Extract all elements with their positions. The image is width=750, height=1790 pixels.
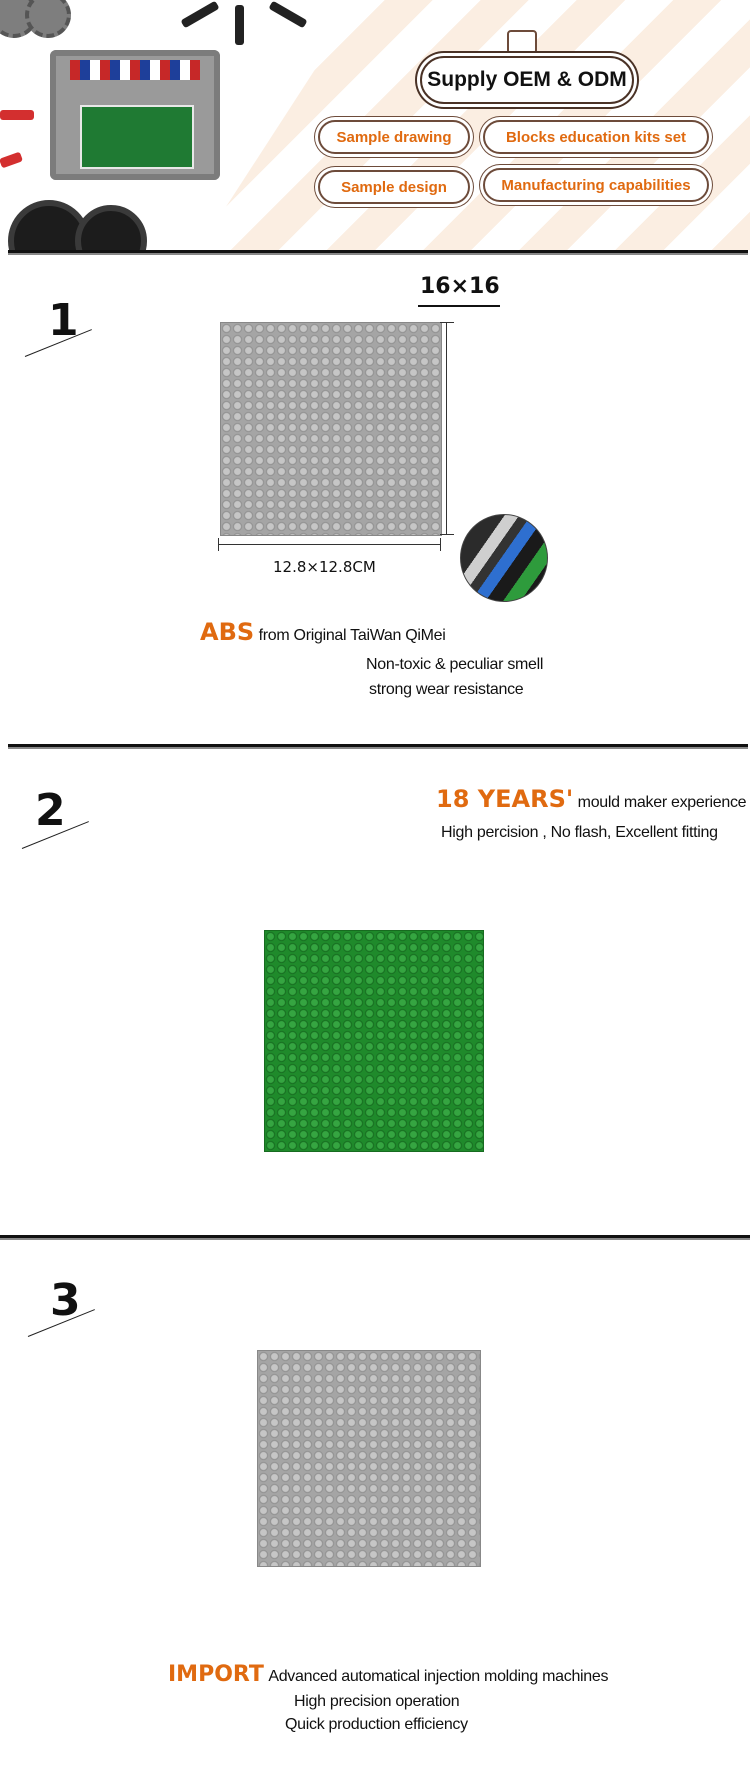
pill-sample-design: Sample design [318,170,470,204]
green-baseplate-image [264,930,484,1152]
size-underline [418,305,500,307]
dimension-tick [218,538,219,551]
color-options-circle-image [460,514,548,602]
divider [0,1235,750,1238]
feature-text: Quick production efficiency [285,1716,468,1733]
page-title: Supply OEM & ODM [420,56,634,104]
section-number: 1 [48,295,79,346]
accent-abs: ABS [200,618,255,646]
feature-text: Advanced automatical injection molding machines [268,1668,609,1685]
stadium-model-image [50,50,220,180]
feature-text: strong wear resistance [369,681,524,698]
feature-text: High percision , No flash, Excellent fitting [441,824,718,841]
experience-line [436,785,746,813]
width-dimension-line [218,544,440,545]
feature-text: from Original TaiWan QiMei [258,627,446,644]
feature-text: Non-toxic & peculiar smell [366,656,544,673]
dimension-tick [440,322,454,323]
section-number: 2 [35,785,66,836]
pill-sample-drawing: Sample drawing [318,120,470,154]
pin-icon [235,5,244,45]
gray-baseplate-image [257,1350,481,1567]
pill-manufacturing: Manufacturing capabilities [483,168,709,202]
import-feature-line [168,1662,608,1687]
header-banner [0,0,750,250]
divider [8,744,748,747]
section-number: 3 [50,1275,81,1326]
height-dimension-line [446,322,447,534]
red-pin-icon [0,110,34,120]
gray-baseplate-image [220,322,442,536]
divider [8,250,748,253]
dimension-label: 12.8×12.8CM [273,558,376,576]
dimension-tick [440,538,441,551]
accent-years: 18 YEARS' [436,785,574,813]
accent-import: IMPORT [168,1662,264,1687]
dimension-tick [440,534,454,535]
feature-text: High precision operation [294,1693,460,1710]
size-label: 16×16 [420,274,500,299]
abs-feature-line [200,618,446,646]
feature-text: mould maker experience [577,794,747,811]
pill-education-kits: Blocks education kits set [483,120,709,154]
